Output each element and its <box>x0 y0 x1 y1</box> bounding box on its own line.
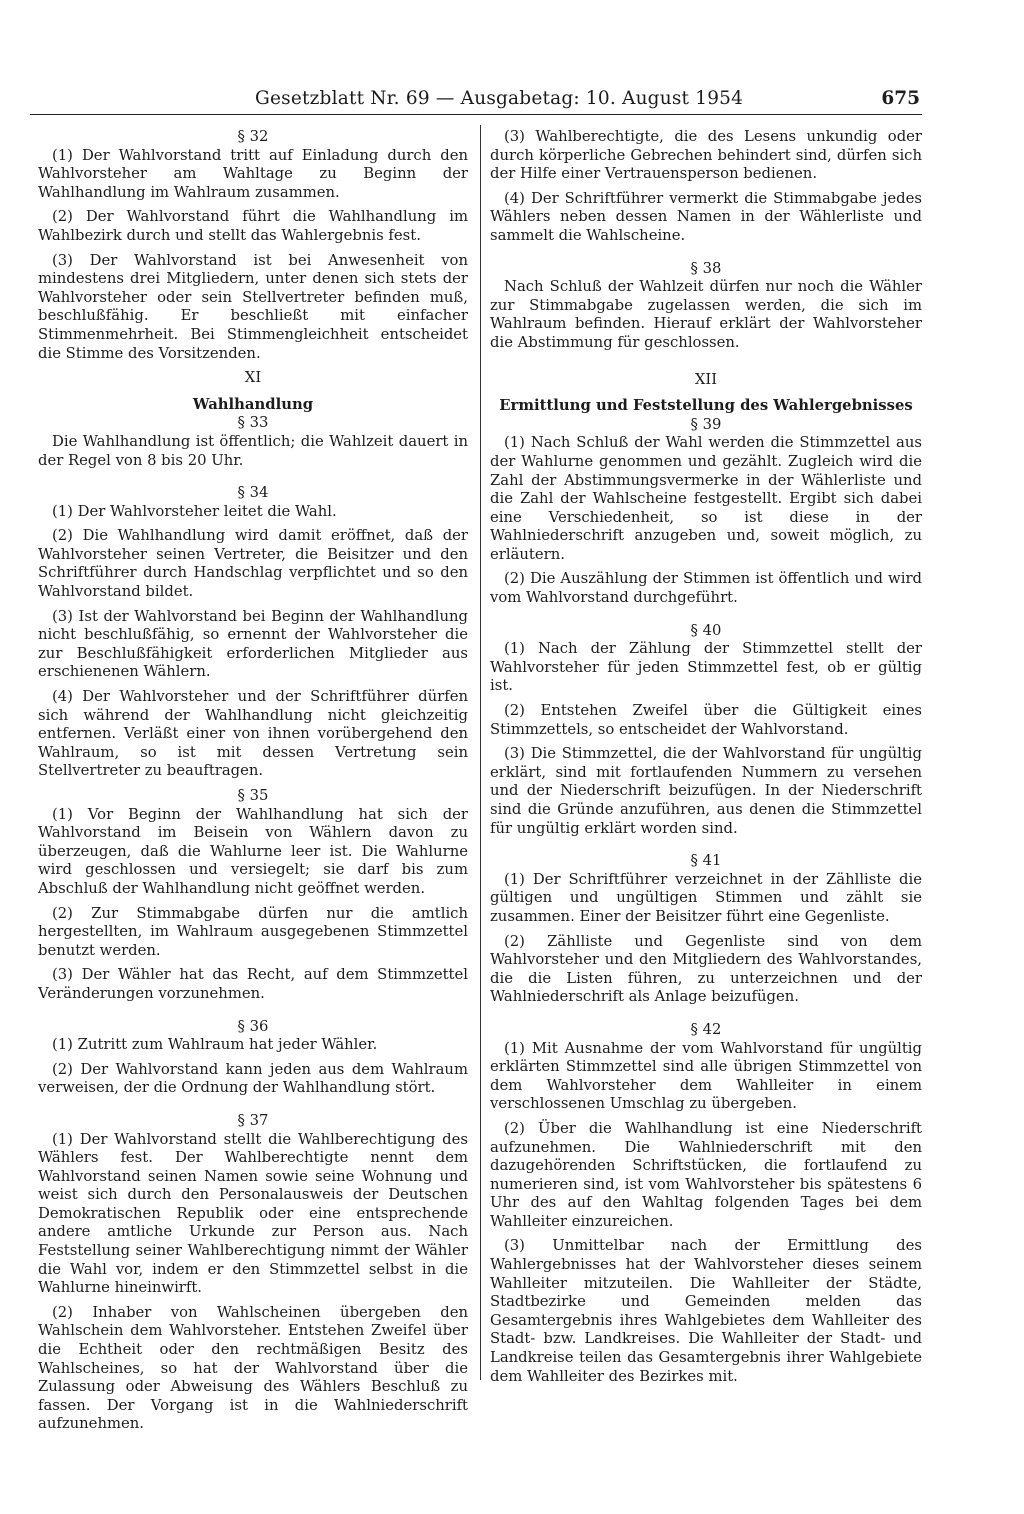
chapter-title: Wahlhandlung <box>192 395 314 413</box>
right-column <box>490 128 922 1392</box>
paragraph: (1) Nach der Zählung der Stimmzettel stellt der Wahlvorsteher für jeden Stimmzettel fest, ob er gültig ist. <box>490 640 922 695</box>
column-divider <box>480 125 481 1380</box>
chapter-title: Ermittlung und Feststellung des Wahlergebnisses <box>499 397 913 415</box>
section-heading: § 39 <box>690 415 722 433</box>
gazette-title: Gesetzblatt Nr. 69 — Ausgabetag: 10. August 1954 <box>255 88 744 109</box>
paragraph: (3) Ist der Wahlvorstand bei Beginn der Wahlhandlung nicht beschlußfähig, so ernennt der Wahlvorsteher die zur Beschlußfähigkeit erforderlichen Mitglieder aus erschienenen Wählern. <box>38 607 468 681</box>
paragraph: (2) Der Wahlvorstand kann jeden aus dem Wahlraum verweisen, der die Ordnung der Wahlhandlung stört. <box>38 1060 468 1097</box>
section-heading: § 36 <box>237 1017 269 1035</box>
section-heading: § 35 <box>237 787 269 804</box>
paragraph: (3) Der Wähler hat das Recht, auf dem Stimmzettel Veränderungen vorzunehmen. <box>38 966 468 1002</box>
paragraph: (2) Inhaber von Wahlscheinen übergeben den Wahlschein dem Wahlvorsteher. Entstehen Zweifel über die Echtheit oder den rechtmäßigen Besitz des Wahlscheines, so hat der Wahlvorstand über die Zulassung oder Abweisung des Wählers Beschluß zu fassen. Der Vorgang ist in die Wahlniederschrift aufzunehmen. <box>38 1303 468 1433</box>
paragraph: (1) Zutritt zum Wahlraum hat jeder Wähler. <box>52 1036 378 1054</box>
paragraph: (1) Der Schriftführer verzeichnet in der Zählliste die gültigen und ungültigen Stimmen und zählt sie zusammen. Einer der Beisitzer führt eine Gegenliste. <box>490 870 922 925</box>
left-column <box>38 128 468 1440</box>
header-rule <box>30 114 922 115</box>
paragraph: (3) Der Wahlvorstand ist bei Anwesenheit von mindestens drei Mitgliedern, unter denen sich stets der Wahlvorsteher oder sein Stellvertreter befinden muß, beschlußfähig. Er beschließt mit einfacher Stimmenmehrheit. Bei Stimmengleichheit entscheidet die Stimme des Vorsitzenden. <box>38 251 468 362</box>
paragraph: (4) Der Wahlvorsteher und der Schriftführer dürfen sich während der Wahlhandlung nicht gleichzeitig entfernen. Verläßt einer von ihnen vorübergehend den Wahlraum, so ist mit dessen Vertretung sein Stellvertreter zu beauftragen. <box>38 688 468 780</box>
paragraph: (2) Die Auszählung der Stimmen ist öffentlich und wird vom Wahlvorstand durchgeführt. <box>490 570 922 607</box>
section-heading: § 42 <box>690 1020 722 1038</box>
paragraph: (2) Die Wahlhandlung wird damit eröffnet, daß der Wahlvorsteher seinen Vertreter, die Beisitzer und den Schriftführer durch Handschlag verpflichtet und so den Wahlvorstand bildet. <box>38 527 468 601</box>
paragraph: (2) Über die Wahlhandlung ist eine Niederschrift aufzunehmen. Die Wahlniederschrift mit den dazugehörenden Schriftstücken, die fortlaufend zu numerieren sind, ist vom Wahlvorsteher bis spätestens 6 Uhr des auf den Wahltag folgenden Tages bei dem Wahlleiter einzureichen. <box>490 1119 922 1230</box>
paragraph: (3) Unmittelbar nach der Ermittlung des Wahlergebnisses hat der Wahlvorsteher dieses seinem Wahlleiter mitzuteilen. Die Wahlleiter der Städte, Stadtbezirke und Gemeinden melden das Gesamtergebnis ihres Wahlgebietes dem Wahlleiter des Stadt- bzw. Landkreises. Die Wahlleiter der Stadt- und Landkreise teilen das Gesamtergebnis ihrer Wahlgebiete dem Wahlleiter des Bezirkes mit. <box>490 1237 922 1385</box>
chapter-number: XI <box>244 369 262 387</box>
section-heading: § 37 <box>237 1111 269 1129</box>
paragraph: (2) Der Wahlvorstand führt die Wahlhandlung im Wahlbezirk durch und stellt das Wahlergebnis fest. <box>38 208 468 244</box>
paragraph: (1) Nach Schluß der Wahl werden die Stimmzettel aus der Wahlurne genommen und gezählt. Zugleich wird die Zahl der Abstimmungsvermerke in der Wählerliste und die Zahl der Wahlscheine festgestellt. Ergibt sich dabei eine Verschiedenheit, so ist diese in der Wahlniederschrift anzugeben und, soweit möglich, zu erläutern. <box>490 434 922 563</box>
section-heading: § 40 <box>690 621 722 639</box>
paragraph: (1) Vor Beginn der Wahlhandlung hat sich der Wahlvorstand im Beisein von Wählern davon zu überzeugen, daß die Wahlurne leer ist. Die Wahlurne wird geschlossen und versiegelt; sie darf bis zum Abschluß der Wahlhandlung nicht geöffnet werden. <box>38 805 468 897</box>
paragraph: (1) Mit Ausnahme der vom Wahlvorstand für ungültig erklärten Stimmzettel sind alle übrigen Stimmzettel von dem Wahlvorsteher dem Wahlleiter in einem verschlossenen Umschlag zu übergeben. <box>490 1039 922 1113</box>
paragraph: (3) Die Stimmzettel, die der Wahlvorstand für ungültig erklärt, sind mit fortlaufenden Nummern zu versehen und der Niederschrift beizufügen. In der Niederschrift sind die Gründe anzuführen, aus denen die Stimmzettel für ungültig erklärt worden sind. <box>490 745 922 837</box>
section-heading: § 32 <box>237 128 269 145</box>
paragraph: (4) Der Schriftführer vermerkt die Stimmabgabe jedes Wählers neben dessen Namen in der Wählerliste und sammelt die Wahlscheine. <box>490 189 922 244</box>
section-heading: § 41 <box>690 852 722 870</box>
paragraph: (2) Zählliste und Gegenliste sind von dem Wahlvorsteher und den Mitgliedern des Wahlvorstandes, die die Listen führen, zu unterzeichnen und der Wahlniederschrift als Anlage beizufügen. <box>490 932 922 1006</box>
paragraph: (2) Entstehen Zweifel über die Gültigkeit eines Stimmzettels, so entscheidet der Wahlvorstand. <box>490 702 922 738</box>
section-heading: § 34 <box>237 484 269 502</box>
paragraph: Nach Schluß der Wahlzeit dürfen nur noch die Wähler zur Stimmabgabe zugelassen werden, die sich im Wahlraum befinden. Hierauf erklärt der Wahlvorsteher die Abstimmung für geschlossen. <box>490 278 922 351</box>
paragraph: Die Wahlhandlung ist öffentlich; die Wahlzeit dauert in der Regel von 8 bis 20 Uhr. <box>38 432 468 469</box>
section-heading: § 38 <box>690 259 722 277</box>
paragraph: (1) Der Wahlvorsteher leitet die Wahl. <box>52 502 337 520</box>
paragraph: (3) Wahlberechtigte, die des Lesens unkundig oder durch körperliche Gebrechen behindert sind, dürfen sich der Hilfe einer Vertrauensperson bedienen. <box>490 128 922 183</box>
paragraph: (1) Der Wahlvorstand stellt die Wahlberechtigung des Wählers fest. Der Wahlberechtigte nennt dem Wahlvorstand seinen Namen sowie seine Wohnung und weist sich durch den Personalausweis der Deutschen Demokratischen Republik oder eine entsprechende andere amtliche Urkunde zur Person aus. Nach Feststellung seiner Wahlberechtigung nimmt der Wähler die Wahl vor, indem er den Stimmzettel selbst in die Wahlurne hineinwirft. <box>38 1130 468 1297</box>
section-heading: § 33 <box>237 414 269 432</box>
page-header <box>255 88 920 114</box>
chapter-number: XII <box>694 370 718 388</box>
paragraph: (2) Zur Stimmabgabe dürfen nur die amtlich hergestellten, im Wahlraum ausgegebenen Stimmzettel benutzt werden. <box>38 904 468 959</box>
page-number: 675 <box>881 88 920 109</box>
paragraph: (1) Der Wahlvorstand tritt auf Einladung durch den Wahlvorsteher am Wahltage zu Beginn der Wahlhandlung im Wahlraum zusammen. <box>38 146 468 201</box>
